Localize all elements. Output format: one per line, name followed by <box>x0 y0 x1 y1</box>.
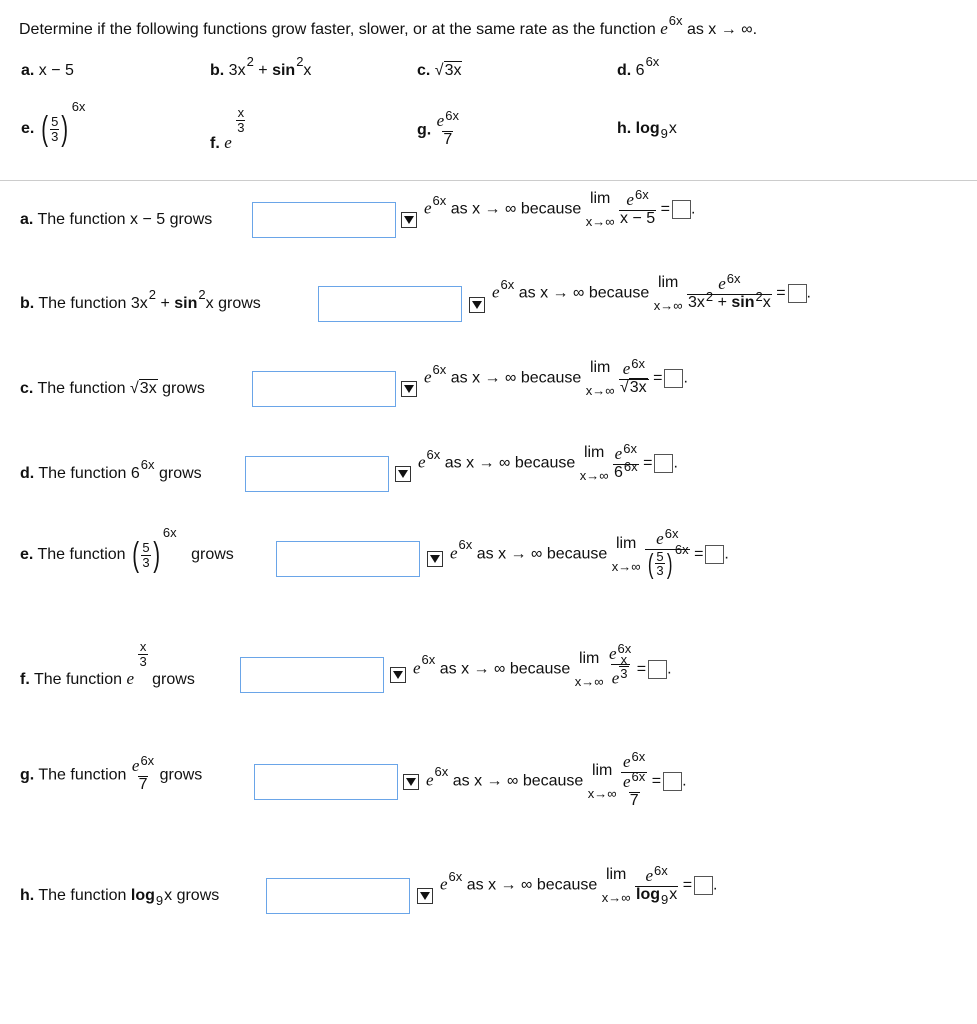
divider <box>0 180 977 181</box>
item-h: h. $\log_9x$ <box>617 120 677 141</box>
dropdown-f-arrow[interactable] <box>390 667 406 683</box>
dropdown-c[interactable] <box>252 371 396 407</box>
dropdown-e[interactable] <box>276 541 420 577</box>
instruction: Determine if the following functions grow faster, slower, or at the same rate as the function $e^{6x}$ as x → ∞. <box>19 13 758 38</box>
dropdown-a-arrow[interactable] <box>401 212 417 228</box>
dropdown-b[interactable] <box>318 286 462 322</box>
row-c-limit: $e^{6x}$ as x → ∞ because lim x→∞ $\frac{e^{6x}}{√3x}$ = . <box>424 356 688 398</box>
item-f: f. e $\frac{x}{3}$ <box>210 105 245 153</box>
answer-box-d[interactable] <box>654 454 673 473</box>
item-e: e. ( $\frac{5}{3}$ ) $^{6x}$ <box>21 99 86 148</box>
row-b-limit: $e^{6x}$ as x → ∞ because lim x→∞ $\frac{e^{6x}}{3x^2 + \sin^2x}$ = . <box>492 271 811 313</box>
dropdown-h-arrow[interactable] <box>417 888 433 904</box>
answer-box-h[interactable] <box>694 876 713 895</box>
dropdown-a[interactable] <box>252 202 396 238</box>
item-b: b. $3x^2 + \sin^2x$ <box>210 54 312 79</box>
dropdown-d[interactable] <box>245 456 389 492</box>
dropdown-g-arrow[interactable] <box>403 774 419 790</box>
dropdown-c-arrow[interactable] <box>401 381 417 397</box>
dropdown-h[interactable] <box>266 878 410 914</box>
answer-box-e[interactable] <box>705 545 724 564</box>
item-c: c. √3x <box>417 62 462 79</box>
row-d-limit: $e^{6x}$ as x → ∞ because lim x→∞ $\frac{e^{6x}}{6^{6x}}$ = . <box>418 441 678 483</box>
item-g: g. $\frac{e^{6x}}{7}$ <box>417 108 459 148</box>
row-b-text: b. The function $3x^2 + \sin^2x$ grows <box>20 287 261 312</box>
answer-box-b[interactable] <box>788 284 807 303</box>
row-c-text: c. The function √3x grows <box>20 380 205 397</box>
answer-box-a[interactable] <box>672 200 691 219</box>
item-d: d. $6^{6x}$ <box>617 54 660 79</box>
answer-box-g[interactable] <box>663 772 682 791</box>
row-h-limit: $e^{6x}$ as x → ∞ because lim x→∞ $\frac{e^{6x}}{\log_9x}$ = . <box>440 863 718 907</box>
row-g-text: g. The function $\frac{e^{6x}}{7}$ grows <box>20 753 203 793</box>
answer-box-c[interactable] <box>664 369 683 388</box>
row-e-limit: $e^{6x}$ as x → ∞ because lim x→∞ $e^{6x}$ ( $\frac{5}{3}$ ) $^{6x}$ = . <box>450 526 729 579</box>
row-f-limit: $e^{6x}$ as x → ∞ because lim x→∞ $e^{6x}$ e $\frac{x}{3}$ = . <box>413 645 672 693</box>
dropdown-b-arrow[interactable] <box>469 297 485 313</box>
row-g-limit: $e^{6x}$ as x → ∞ because lim x→∞ $\frac{e^{6x}}{\frac{e^{6x}}{7}}$ = . <box>426 749 687 809</box>
row-f-text: f. The function e $\frac{x}{3}$ grows <box>20 639 195 689</box>
row-e-text: e. The function ( $\frac{5}{3}$ ) $^{6x}$ grows <box>20 525 234 574</box>
answer-box-f[interactable] <box>648 660 667 679</box>
dropdown-d-arrow[interactable] <box>395 466 411 482</box>
dropdown-g[interactable] <box>254 764 398 800</box>
dropdown-f[interactable] <box>240 657 384 693</box>
item-a: a. x − 5 <box>21 62 74 79</box>
dropdown-e-arrow[interactable] <box>427 551 443 567</box>
row-a-limit: $e^{6x}$ as x → ∞ because lim x→∞ $\frac{e^{6x}}{x - 5}$ = . <box>424 187 696 229</box>
row-h-text: h. The function $\log_9x$ grows <box>20 887 220 908</box>
row-a-text: a. The function x − 5 grows <box>20 211 213 228</box>
row-d-text: d. The function $6^{6x}$ grows <box>20 457 202 482</box>
